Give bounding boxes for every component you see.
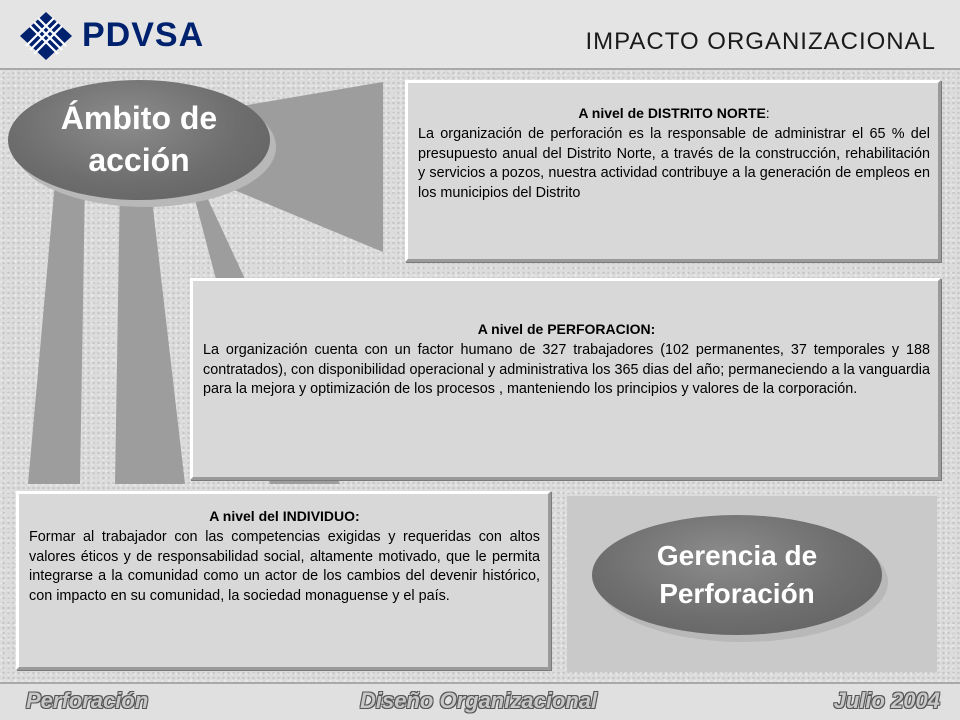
distrito-norte-heading: [418, 105, 930, 121]
ambito-oval: [8, 80, 270, 200]
header: [0, 0, 960, 70]
ray-3: [115, 182, 185, 484]
ambito-line2: acción: [88, 142, 190, 178]
gerencia-line2: Perforación: [659, 578, 815, 609]
page-title: IMPACTO ORGANIZACIONAL: [585, 28, 936, 55]
ambito-line1: Ámbito de: [60, 100, 218, 137]
pdvsa-logo-icon: [18, 10, 74, 62]
perforacion-heading: A nivel de PERFORACION:: [477, 321, 656, 337]
panel-perforacion: [190, 278, 941, 480]
footer-right: Julio 2004: [833, 688, 940, 713]
distrito-norte-heading-suffix: :: [765, 105, 770, 121]
footer-center: Diseño Organizacional: [360, 688, 598, 713]
footer: [0, 682, 960, 720]
logo-text: PDVSA: [82, 16, 205, 54]
individuo-heading: A nivel del INDIVIDUO:: [209, 508, 360, 524]
perforacion-body: La organización cuenta con un factor humano de 327 trabajadores (102 permanentes, 37 temporales y 188 contratados), con disponibilidad operacional y administrativa los 365 dias del año; permaneciendo a la vanguardia para la mejora y optimización de los procesos , manteniendo los principios y valores de la corporación.: [203, 342, 930, 398]
gerencia-line1: Gerencia de: [656, 540, 818, 572]
panel-individuo: [16, 491, 551, 670]
individuo-body: Formar al trabajador con las competencias exigidas y requeridas con altos valores éticos y de responsabilidad social, altamente motivado, que le permita integrarse a la comunidad como un actor de los cambios del devenir histórico, con impacto en su comunidad, la sociedad monaguense y el país.: [29, 529, 540, 604]
gerencia-oval: [592, 515, 882, 635]
distrito-norte-heading-prefix: A nivel de DISTRITO NORTE: [578, 105, 766, 121]
ray-4: [28, 182, 85, 484]
distrito-norte-body: La organización de perforación es la responsable de administrar el 65 % del presupuesto anual del Distrito Norte, a través de la construcción, rehabilitación y servicios a pozos, nuestra actividad contribuye a la generación de empleos en los municipios del Distrito: [418, 126, 930, 201]
footer-left: Perforación: [26, 688, 149, 713]
panel-distrito-norte: [405, 80, 941, 262]
